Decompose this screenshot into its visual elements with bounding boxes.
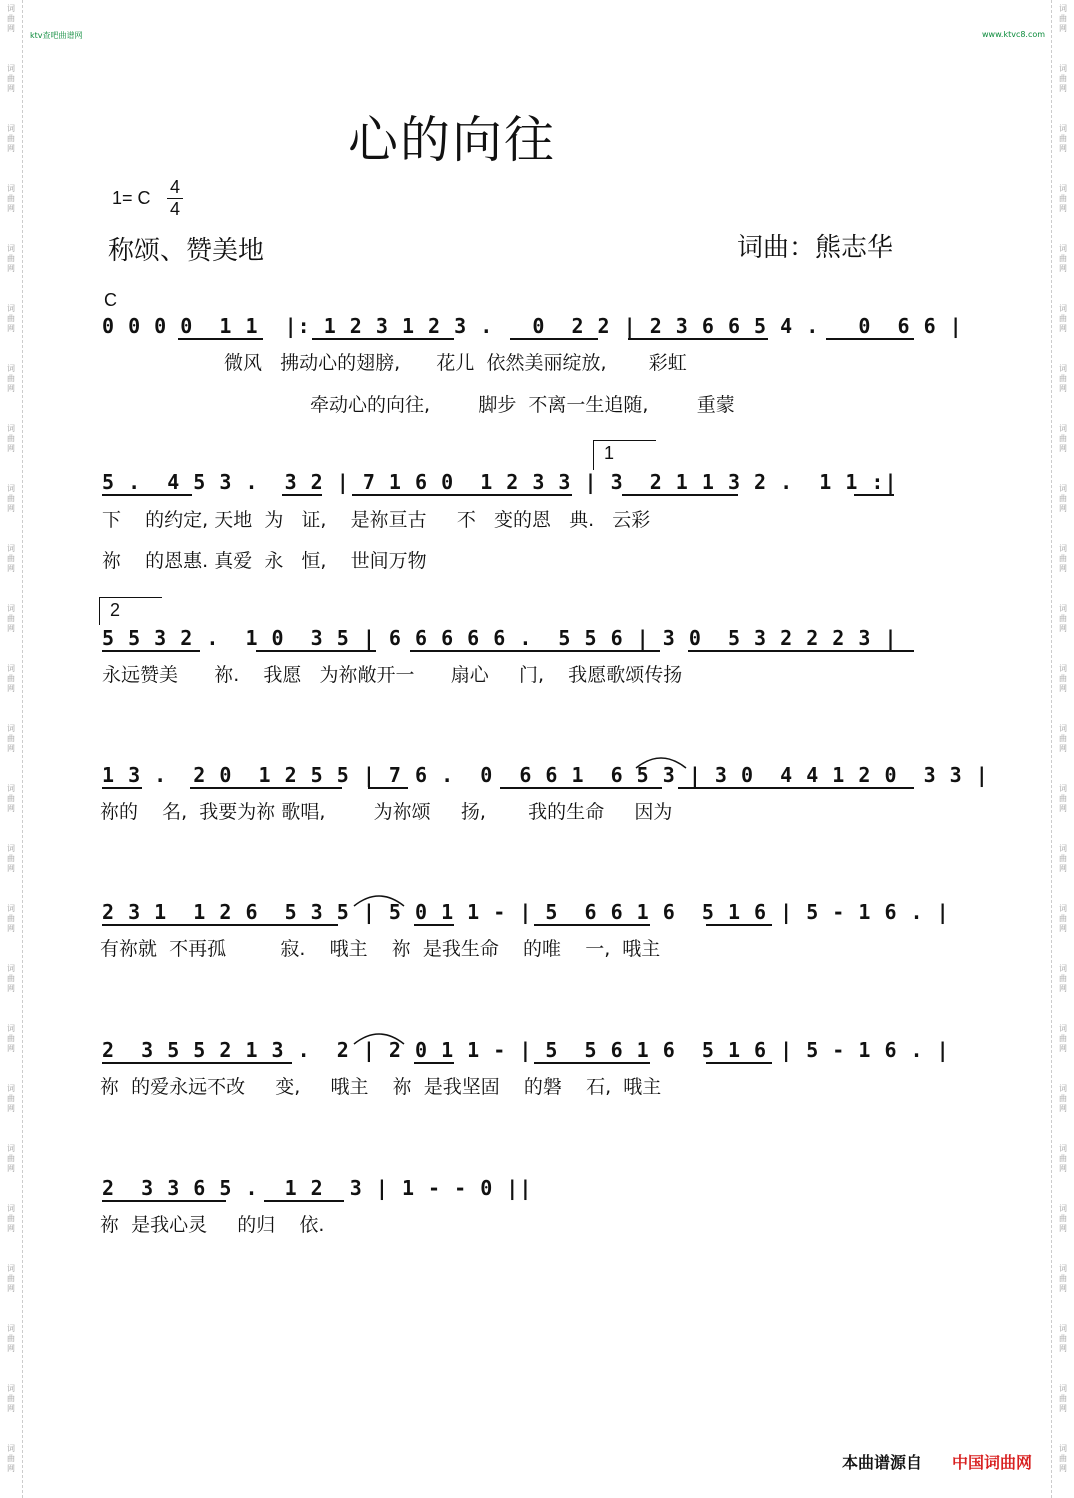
- watermark-text: 词 曲 网: [7, 604, 15, 633]
- song-title: 心的向往: [348, 111, 556, 169]
- notation-row-5: 2 3 1 1 2 6 5 3 5 | 5 0 1 1 - | 5 6 6 1 6 5 1 6 | 5 - 1 6 . |: [102, 900, 950, 924]
- watermark-text: 词 曲 网: [1059, 844, 1067, 873]
- beam: [102, 650, 200, 652]
- lyrics-row-5: 有祢就 不再孤 寂. 哦主 祢 是我生命 的唯 一, 哦主: [100, 938, 661, 960]
- watermark-text: 词 曲 网: [1059, 1204, 1067, 1233]
- notation-row-3: 5 5 3 2 . 1 0 3 5 | 6 6 6 6 6 . 5 5 6 | 3 0 5 3 2 2 2 3 |: [102, 626, 898, 650]
- lyrics-row-4: 祢的 名, 我要为祢 歌唱, 为祢颂 扬, 我的生命 因为: [100, 801, 673, 823]
- watermark-text: 词 曲 网: [1059, 1024, 1067, 1053]
- beam: [256, 650, 376, 652]
- beam: [706, 924, 772, 926]
- tie-arc: [352, 1024, 406, 1046]
- notation-row-6: 2 3 5 5 2 1 3 . 2 | 2 0 1 1 - | 5 5 6 1 6 5 1 6 | 5 - 1 6 . |: [102, 1038, 950, 1062]
- footer-source-label: 本曲谱源自: [842, 1453, 923, 1472]
- watermark-text: 词 曲 网: [7, 1144, 15, 1173]
- watermark-text: 词 曲 网: [7, 1444, 15, 1473]
- lyrics-row-6: 祢 的爱永远不改 变, 哦主 祢 是我坚固 的磐 石, 哦主: [100, 1076, 662, 1098]
- beam: [706, 1062, 772, 1064]
- notation-row-1: 0 0 0 0 1 1 |: 1 2 3 1 2 3 . 0 2 2 | 2 3 6 6 5 4 . 0 6 6 |: [102, 314, 963, 338]
- volta-1-bracket-side: [593, 440, 594, 470]
- beam: [312, 338, 454, 340]
- watermark-text: 词 曲 网: [7, 1084, 15, 1113]
- watermark-text: 词 曲 网: [1059, 424, 1067, 453]
- chord-label: C: [104, 290, 117, 310]
- watermark-text: 词 曲 网: [1059, 244, 1067, 273]
- watermark-text: 词 曲 网: [1059, 184, 1067, 213]
- watermark-text: 词 曲 网: [1059, 124, 1067, 153]
- watermark-text: 词 曲 网: [7, 844, 15, 873]
- watermark-text: 词 曲 网: [1059, 1144, 1067, 1173]
- volta-2-number: 2: [110, 600, 121, 620]
- time-sig-numerator: 4: [169, 177, 180, 197]
- watermark-text: 词 曲 网: [7, 64, 15, 93]
- beam: [368, 787, 408, 789]
- watermark-text: 词 曲 网: [7, 364, 15, 393]
- beam: [102, 494, 192, 496]
- watermark-text: 词 曲 网: [1059, 4, 1067, 33]
- beam: [264, 1200, 344, 1202]
- beam: [352, 494, 572, 496]
- watermark-text: 词 曲 网: [7, 4, 15, 33]
- watermark-text: 词 曲 网: [1059, 364, 1067, 393]
- watermark-text: 词 曲 网: [1059, 544, 1067, 573]
- time-sig-denominator: 4: [169, 199, 180, 219]
- volta-2-bracket: [99, 597, 162, 598]
- beam: [102, 1062, 292, 1064]
- watermark-text: 词 曲 网: [7, 544, 15, 573]
- beam: [414, 1062, 454, 1064]
- watermark-text: 词 曲 网: [7, 904, 15, 933]
- tie-arc: [352, 886, 406, 908]
- beam: [102, 1200, 226, 1202]
- key-signature: 1= C: [112, 188, 151, 208]
- watermark-text: 词 曲 网: [7, 1384, 15, 1413]
- notation-row-7: 2 3 3 6 5 . 1 2 3 | 1 - - 0 ||: [102, 1176, 533, 1200]
- volta-2-bracket-side: [99, 597, 100, 625]
- watermark-text: 词 曲 网: [7, 964, 15, 993]
- beam: [282, 494, 322, 496]
- beam: [678, 787, 914, 789]
- watermark-text: 词 曲 网: [7, 184, 15, 213]
- watermark-text: 词 曲 网: [7, 664, 15, 693]
- lyrics-row-2-verse-2: 祢 的恩惠. 真爱 永 恒, 世间万物: [102, 550, 427, 572]
- watermark-text: 词 曲 网: [1059, 784, 1067, 813]
- beam: [534, 1062, 650, 1064]
- beam: [826, 338, 914, 340]
- watermark-text: 词 曲 网: [1059, 664, 1067, 693]
- lyrics-row-1-verse-1: 微风 拂动心的翅膀, 花儿 依然美丽绽放, 彩虹: [224, 352, 687, 374]
- watermark-text: 词 曲 网: [1059, 1444, 1067, 1473]
- volta-1-number: 1: [604, 443, 615, 463]
- watermark-text: 词 曲 网: [7, 424, 15, 453]
- header-site-right[interactable]: www.ktvc8.com: [982, 30, 1046, 39]
- lyrics-row-3: 永远赞美 祢. 我愿 为祢敞开一 扇心 门, 我愿歌颂传扬: [102, 664, 683, 686]
- watermark-text: 词 曲 网: [1059, 64, 1067, 93]
- beam: [178, 338, 263, 340]
- beam: [190, 787, 342, 789]
- beam: [854, 494, 894, 496]
- watermark-text: 词 曲 网: [7, 1264, 15, 1293]
- watermark-text: 词 曲 网: [7, 484, 15, 513]
- watermark-text: 词 曲 网: [1059, 724, 1067, 753]
- beam: [102, 924, 338, 926]
- watermark-text: 词 曲 网: [7, 1324, 15, 1353]
- lyricist-composer: 词曲：熊志华: [737, 233, 894, 263]
- watermark-text: 词 曲 网: [1059, 484, 1067, 513]
- watermark-text: 词 曲 网: [7, 124, 15, 153]
- watermark-text: 词 曲 网: [1059, 1324, 1067, 1353]
- lyrics-row-7: 祢 是我心灵 的归 依.: [100, 1214, 325, 1236]
- watermark-text: 词 曲 网: [7, 724, 15, 753]
- watermark-text: 词 曲 网: [1059, 1264, 1067, 1293]
- performance-style: 称颂、赞美地: [108, 236, 265, 266]
- beam: [510, 338, 598, 340]
- volta-1-bracket: [593, 440, 656, 441]
- notation-row-2: 5 . 4 5 3 . 3 2 | 7 1 6 0 1 2 3 3 | 3 2 1 1 3 2 . 1 1 :|: [102, 470, 898, 494]
- beam: [410, 650, 660, 652]
- beam: [628, 338, 768, 340]
- watermark-text: 词 曲 网: [7, 1204, 15, 1233]
- watermark-text: 词 曲 网: [7, 304, 15, 333]
- notation-row-4: 1 3 . 2 0 1 2 5 5 | 7 6 . 0 6 6 1 6 5 3 | 3 0 4 4 1 2 0 3 3 |: [102, 763, 989, 787]
- header-site-left[interactable]: ktv查吧曲谱网: [30, 31, 83, 40]
- watermark-text: 词 曲 网: [7, 1024, 15, 1053]
- watermark-text: 词 曲 网: [1059, 1384, 1067, 1413]
- beam: [414, 924, 454, 926]
- beam: [534, 924, 650, 926]
- watermark-text: 词 曲 网: [7, 784, 15, 813]
- beam: [500, 787, 662, 789]
- beam: [102, 787, 142, 789]
- beam: [622, 494, 738, 496]
- watermark-text: 词 曲 网: [1059, 604, 1067, 633]
- beam: [688, 650, 914, 652]
- lyrics-row-1-verse-2: 牵动心的向往, 脚步 不离一生追随, 重蒙: [310, 394, 735, 416]
- tie-arc: [634, 748, 688, 770]
- watermark-text: 词 曲 网: [1059, 304, 1067, 333]
- watermark-text: 词 曲 网: [7, 244, 15, 273]
- watermark-text: 词 曲 网: [1059, 964, 1067, 993]
- watermark-text: 词 曲 网: [1059, 1084, 1067, 1113]
- footer-source-site[interactable]: 中国词曲网: [952, 1453, 1033, 1472]
- lyrics-row-2-verse-1: 下 的约定, 天地 为 证, 是祢亘古 不 变的恩 典. 云彩: [102, 509, 651, 531]
- watermark-text: 词 曲 网: [1059, 904, 1067, 933]
